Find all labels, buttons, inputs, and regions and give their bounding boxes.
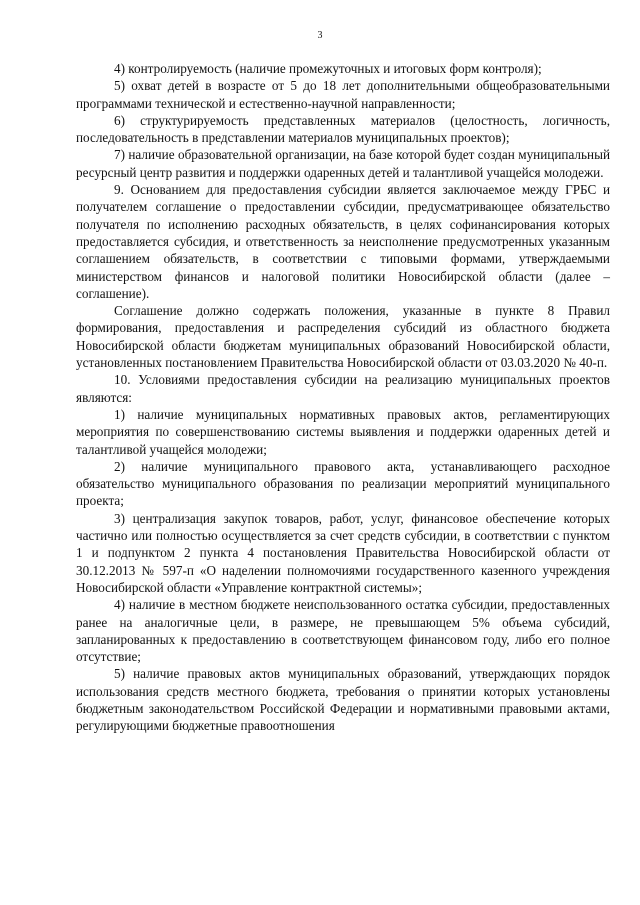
paragraph-item-4-controllability: 4) контролируемость (наличие промежуточных и итоговых форм контроля); xyxy=(114,61,542,76)
paragraph-clause-9-agreement-basis: 9. Основанием для предоставления субсидии является заключаемое между ГРБС и получателем соглашение о предоставлении субсидии, предусматривающее обязательство получателя по исполнению расходных обязательств, в целях софинансирования которых предоставляется субсидия, и ответственность за неисполнение предусмотренных указанным соглашением обязательств, в соответствии с типовыми формами, утверждаемыми министерством финансов и налоговой политики Новосибирской области (далее – соглашение). xyxy=(76,182,610,301)
paragraph-agreement-contents: Соглашение должно содержать положения, указанные в пункте 8 Правил формирования, предоставления и распределения субсидий из областного бюджета Новосибирской области бюджетам муниципальных образований Новосибирской области, установленных постановлением Правительства Новосибирской области от 03.03.2020 № 40-п. xyxy=(76,303,610,371)
paragraph-condition-1: 1) наличие муниципальных нормативных правовых актов, регламентирующих мероприятия по совершенствованию системы выявления и поддержки одаренных детей и талантливой учащейся молодежи; xyxy=(76,406,610,457)
paragraph-condition-5: 5) наличие правовых актов муниципальных образований, утверждающих порядок использования средств местного бюджета, требования о принятии которых установлены бюджетным законодательством Российской Федерации и нормативными правовыми актами, регулирующими бюджетные правоотношения xyxy=(76,666,610,734)
paragraph-clause-10-conditions: 10. Условиями предоставления субсидии на реализацию муниципальных проектов являются: xyxy=(76,372,610,405)
paragraph-item-6-structure: 6) структурируемость представленных материалов (целостность, логичность, последовательность в представлении материалов муниципальных проектов); xyxy=(76,112,610,146)
paragraph-item-5-coverage: 5) охват детей в возрасте от 5 до 18 лет дополнительными общеобразовательными программами технической и естественно-научной направленности; xyxy=(76,78,610,111)
paragraph-condition-3: 3) централизация закупок товаров, работ, услуг, финансовое обеспечение которых частично или полностью осуществляется за счет средств субсидии, в соответствии с пунктом 1 и подпунктом 2 пункта 4 постановления Правительства Новосибирской области от 30.12.2013 № 597-п «О наделении полномочиями государственного казенного учреждения Новосибирской области «Управление контрактной системы»; xyxy=(76,510,610,595)
paragraph-condition-4: 4) наличие в местном бюджете неиспользованного остатка субсидии, предоставленных ранее на аналогичные цели, в размере, не превышающем 5% объема субсидий, запланированных к предоставлению в соответствующем финансовом году, либо его полное отсутствие; xyxy=(76,597,610,665)
page-number: 3 xyxy=(317,30,323,41)
document-body xyxy=(76,60,610,735)
paragraph-condition-2: 2) наличие муниципального правового акта, устанавливающего расходное обязательство муниципального образования по реализации мероприятий муниципального проекта; xyxy=(76,458,610,509)
paragraph-item-7-resource-center: 7) наличие образовательной организации, на базе которой будет создан муниципальный ресурсный центр развития и поддержки одаренных детей и талантливой учащейся молодежи. xyxy=(76,147,610,180)
